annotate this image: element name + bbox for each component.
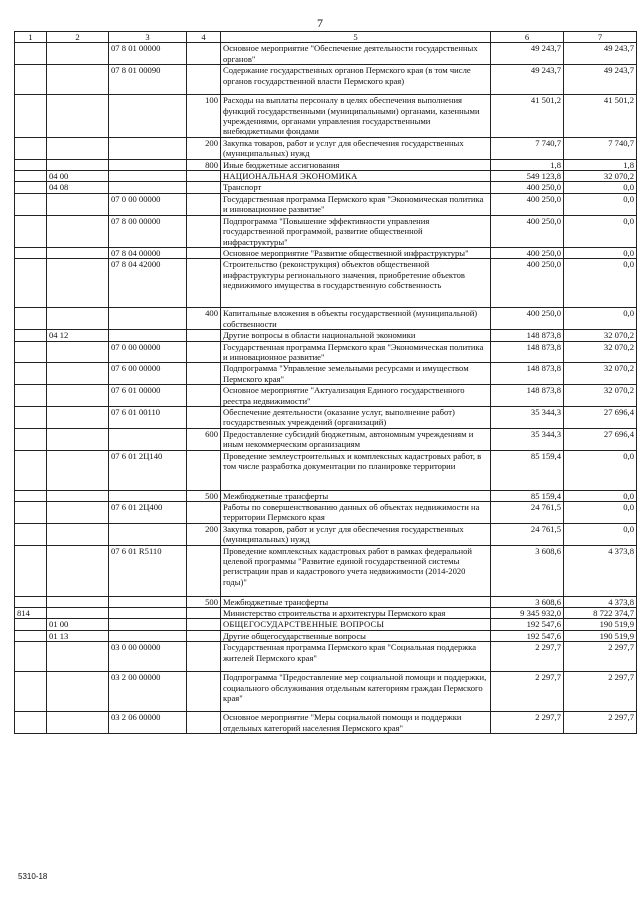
section-code xyxy=(47,65,109,95)
amount-col6: 192 547,6 xyxy=(491,630,564,641)
table-row xyxy=(15,523,637,545)
target-article-code xyxy=(109,182,187,193)
ministry-code xyxy=(15,642,47,672)
ministry-code xyxy=(15,428,47,450)
item-name: НАЦИОНАЛЬНАЯ ЭКОНОМИКА xyxy=(221,171,491,182)
item-name: Межбюджетные трансферты xyxy=(221,596,491,607)
target-article-code xyxy=(109,490,187,501)
item-name: Обеспечение деятельности (оказание услуг, выполнение работ) государственных учреждений (организаций) xyxy=(221,406,491,428)
amount-col6: 400 250,0 xyxy=(491,215,564,247)
item-name: ОБЩЕГОСУДАРСТВЕННЫЕ ВОПРОСЫ xyxy=(221,619,491,630)
target-article-code: 07 0 00 00000 xyxy=(109,193,187,215)
amount-col6: 400 250,0 xyxy=(491,259,564,308)
amount-col7: 4 373,8 xyxy=(564,545,637,596)
table-row xyxy=(15,95,637,138)
budget-table xyxy=(14,31,637,734)
item-name: Проведение землеустроительных и комплексных кадастровых работ, в том числе разработка документации по планировке территории xyxy=(221,450,491,490)
ministry-code xyxy=(15,193,47,215)
ministry-code xyxy=(15,385,47,407)
table-row xyxy=(15,608,637,619)
amount-col7: 0,0 xyxy=(564,215,637,247)
section-code xyxy=(47,502,109,524)
ministry-code xyxy=(15,341,47,363)
target-article-code xyxy=(109,523,187,545)
amount-col7: 0,0 xyxy=(564,247,637,258)
section-code xyxy=(47,247,109,258)
expense-type-code xyxy=(187,619,221,630)
amount-col7: 27 696,4 xyxy=(564,406,637,428)
ministry-code xyxy=(15,545,47,596)
table-row xyxy=(15,330,637,341)
item-name: Основное мероприятие "Обеспечение деятельности государственных органов" xyxy=(221,43,491,65)
item-name: Основное мероприятие "Развитие общественной инфраструктуры" xyxy=(221,247,491,258)
col-header-2: 2 xyxy=(47,32,109,43)
expense-type-code: 500 xyxy=(187,596,221,607)
expense-type-code xyxy=(187,608,221,619)
footer-code: 5310-18 xyxy=(18,872,48,881)
table-row xyxy=(15,712,637,734)
ministry-code xyxy=(15,672,47,712)
item-name: Иные бюджетные ассигнования xyxy=(221,159,491,170)
table-row xyxy=(15,341,637,363)
expense-type-code xyxy=(187,171,221,182)
amount-col7: 41 501,2 xyxy=(564,95,637,138)
amount-col7: 0,0 xyxy=(564,450,637,490)
amount-col6: 9 345 932,0 xyxy=(491,608,564,619)
section-code xyxy=(47,712,109,734)
amount-col6: 148 873,8 xyxy=(491,330,564,341)
amount-col6: 2 297,7 xyxy=(491,672,564,712)
amount-col6: 192 547,6 xyxy=(491,619,564,630)
col-header-4: 4 xyxy=(187,32,221,43)
item-name: Министерство строительства и архитектуры Пермского края xyxy=(221,608,491,619)
expense-type-code xyxy=(187,341,221,363)
table-row xyxy=(15,182,637,193)
expense-type-code xyxy=(187,43,221,65)
ministry-code xyxy=(15,406,47,428)
expense-type-code xyxy=(187,630,221,641)
expense-type-code xyxy=(187,545,221,596)
ministry-code xyxy=(15,259,47,308)
target-article-code: 07 6 01 R5110 xyxy=(109,545,187,596)
table-row xyxy=(15,137,637,159)
amount-col6: 148 873,8 xyxy=(491,363,564,385)
amount-col6: 24 761,5 xyxy=(491,502,564,524)
ministry-code: 814 xyxy=(15,608,47,619)
table-row xyxy=(15,502,637,524)
section-code xyxy=(47,259,109,308)
expense-type-code: 200 xyxy=(187,137,221,159)
amount-col6: 35 344,3 xyxy=(491,428,564,450)
table-row xyxy=(15,193,637,215)
col-header-3: 3 xyxy=(109,32,187,43)
expense-type-code xyxy=(187,259,221,308)
col-header-7: 7 xyxy=(564,32,637,43)
amount-col7: 0,0 xyxy=(564,502,637,524)
ministry-code xyxy=(15,308,47,330)
item-name: Подпрограмма "Предоставление мер социальной помощи и поддержки, социального обслуживания отдельным категориям граждан Пермского края" xyxy=(221,672,491,712)
table-row xyxy=(15,385,637,407)
table-row xyxy=(15,247,637,258)
item-name: Капитальные вложения в объекты государственной (муниципальной) собственности xyxy=(221,308,491,330)
expense-type-code xyxy=(187,65,221,95)
ministry-code xyxy=(15,95,47,138)
item-name: Содержание государственных органов Пермского края (в том числе органов государственной власти Пермского края) xyxy=(221,65,491,95)
amount-col7: 0,0 xyxy=(564,523,637,545)
amount-col6: 85 159,4 xyxy=(491,450,564,490)
amount-col6: 549 123,8 xyxy=(491,171,564,182)
expense-type-code: 800 xyxy=(187,159,221,170)
amount-col7: 190 519,9 xyxy=(564,630,637,641)
amount-col7: 2 297,7 xyxy=(564,712,637,734)
section-code xyxy=(47,341,109,363)
target-article-code: 03 0 00 00000 xyxy=(109,642,187,672)
ministry-code xyxy=(15,43,47,65)
table-row xyxy=(15,619,637,630)
section-code: 04 12 xyxy=(47,330,109,341)
amount-col6: 3 608,6 xyxy=(491,596,564,607)
ministry-code xyxy=(15,247,47,258)
expense-type-code xyxy=(187,363,221,385)
section-code xyxy=(47,385,109,407)
target-article-code xyxy=(109,308,187,330)
amount-col7: 0,0 xyxy=(564,308,637,330)
item-name: Государственная программа Пермского края "Экономическая политика и инновационное развитие" xyxy=(221,193,491,215)
expense-type-code xyxy=(187,642,221,672)
amount-col7: 8 722 374,7 xyxy=(564,608,637,619)
section-code xyxy=(47,215,109,247)
section-code xyxy=(47,672,109,712)
expense-type-code: 100 xyxy=(187,95,221,138)
section-code xyxy=(47,523,109,545)
section-code xyxy=(47,95,109,138)
amount-col7: 32 070,2 xyxy=(564,341,637,363)
table-row xyxy=(15,406,637,428)
amount-col6: 1,8 xyxy=(491,159,564,170)
item-name: Основное мероприятие "Меры социальной помощи и поддержки отдельных категорий населения Пермского края" xyxy=(221,712,491,734)
table-row xyxy=(15,545,637,596)
amount-col7: 2 297,7 xyxy=(564,672,637,712)
item-name: Государственная программа Пермского края "Экономическая политика и инновационное развитие" xyxy=(221,341,491,363)
amount-col7: 32 070,2 xyxy=(564,363,637,385)
section-code xyxy=(47,490,109,501)
target-article-code: 07 6 01 2Ц140 xyxy=(109,450,187,490)
ministry-code xyxy=(15,159,47,170)
amount-col6: 41 501,2 xyxy=(491,95,564,138)
ministry-code xyxy=(15,363,47,385)
item-name: Основное мероприятие "Актуализация Единого государственного реестра недвижимости" xyxy=(221,385,491,407)
ministry-code xyxy=(15,137,47,159)
expense-type-code xyxy=(187,406,221,428)
col-header-5: 5 xyxy=(221,32,491,43)
expense-type-code: 600 xyxy=(187,428,221,450)
ministry-code xyxy=(15,712,47,734)
target-article-code: 07 6 01 2Ц400 xyxy=(109,502,187,524)
item-name: Государственная программа Пермского края "Социальная поддержка жителей Пермского края" xyxy=(221,642,491,672)
target-article-code: 07 8 00 00000 xyxy=(109,215,187,247)
section-code xyxy=(47,193,109,215)
item-name: Предоставление субсидий бюджетным, автономным учреждениям и иным некоммерческим организациям xyxy=(221,428,491,450)
target-article-code: 07 8 04 42000 xyxy=(109,259,187,308)
expense-type-code xyxy=(187,247,221,258)
item-name: Закупка товаров, работ и услуг для обеспечения государственных (муниципальных) нужд xyxy=(221,137,491,159)
item-name: Расходы на выплаты персоналу в целях обеспечения выполнения функций государственными (муниципальными) органами, казенными учреждениями, органами управления государственными внебюджетными фондами xyxy=(221,95,491,138)
amount-col6: 85 159,4 xyxy=(491,490,564,501)
section-code xyxy=(47,137,109,159)
amount-col7: 49 243,7 xyxy=(564,43,637,65)
amount-col7: 190 519,9 xyxy=(564,619,637,630)
item-name: Транспорт xyxy=(221,182,491,193)
target-article-code xyxy=(109,596,187,607)
target-article-code xyxy=(109,619,187,630)
amount-col6: 400 250,0 xyxy=(491,308,564,330)
amount-col6: 2 297,7 xyxy=(491,642,564,672)
target-article-code xyxy=(109,608,187,619)
section-code xyxy=(47,596,109,607)
table-row xyxy=(15,159,637,170)
item-name: Межбюджетные трансферты xyxy=(221,490,491,501)
expense-type-code: 200 xyxy=(187,523,221,545)
section-code xyxy=(47,428,109,450)
table-row xyxy=(15,642,637,672)
target-article-code: 07 0 00 00000 xyxy=(109,341,187,363)
section-code: 04 00 xyxy=(47,171,109,182)
target-article-code: 03 2 06 00000 xyxy=(109,712,187,734)
ministry-code xyxy=(15,450,47,490)
table-row xyxy=(15,43,637,65)
target-article-code: 07 6 01 00110 xyxy=(109,406,187,428)
target-article-code: 07 8 01 00000 xyxy=(109,43,187,65)
section-code xyxy=(47,642,109,672)
header-row xyxy=(15,32,637,43)
section-code xyxy=(47,608,109,619)
section-code: 01 13 xyxy=(47,630,109,641)
section-code xyxy=(47,43,109,65)
table-row xyxy=(15,490,637,501)
target-article-code: 07 8 04 00000 xyxy=(109,247,187,258)
ministry-code xyxy=(15,619,47,630)
section-code xyxy=(47,308,109,330)
amount-col7: 49 243,7 xyxy=(564,65,637,95)
target-article-code xyxy=(109,159,187,170)
target-article-code: 07 6 00 00000 xyxy=(109,363,187,385)
item-name: Проведение комплексных кадастровых работ в рамках федеральной целевой программы "Развитие единой государственной системы регистрации прав и кадастрового учета недвижимости (2014-2020 годы)" xyxy=(221,545,491,596)
col-header-6: 6 xyxy=(491,32,564,43)
section-code xyxy=(47,545,109,596)
target-article-code xyxy=(109,171,187,182)
section-code: 01 00 xyxy=(47,619,109,630)
ministry-code xyxy=(15,523,47,545)
ministry-code xyxy=(15,171,47,182)
amount-col6: 400 250,0 xyxy=(491,182,564,193)
table-row xyxy=(15,363,637,385)
amount-col7: 2 297,7 xyxy=(564,642,637,672)
table-row xyxy=(15,596,637,607)
target-article-code: 07 8 01 00090 xyxy=(109,65,187,95)
table-row xyxy=(15,672,637,712)
amount-col6: 148 873,8 xyxy=(491,341,564,363)
amount-col6: 148 873,8 xyxy=(491,385,564,407)
amount-col7: 0,0 xyxy=(564,259,637,308)
ministry-code xyxy=(15,182,47,193)
ministry-code xyxy=(15,65,47,95)
expense-type-code xyxy=(187,672,221,712)
amount-col7: 32 070,2 xyxy=(564,330,637,341)
item-name: Подпрограмма "Управление земельными ресурсами и имуществом Пермского края" xyxy=(221,363,491,385)
amount-col7: 7 740,7 xyxy=(564,137,637,159)
target-article-code: 03 2 00 00000 xyxy=(109,672,187,712)
section-code: 04 08 xyxy=(47,182,109,193)
target-article-code xyxy=(109,95,187,138)
section-code xyxy=(47,406,109,428)
amount-col7: 0,0 xyxy=(564,182,637,193)
target-article-code xyxy=(109,630,187,641)
expense-type-code xyxy=(187,712,221,734)
amount-col7: 27 696,4 xyxy=(564,428,637,450)
item-name: Другие вопросы в области национальной экономики xyxy=(221,330,491,341)
table-row xyxy=(15,215,637,247)
target-article-code: 07 6 01 00000 xyxy=(109,385,187,407)
amount-col7: 0,0 xyxy=(564,193,637,215)
amount-col6: 400 250,0 xyxy=(491,193,564,215)
table-row xyxy=(15,308,637,330)
amount-col6: 3 608,6 xyxy=(491,545,564,596)
item-name: Закупка товаров, работ и услуг для обеспечения государственных (муниципальных) нужд xyxy=(221,523,491,545)
table-row xyxy=(15,630,637,641)
expense-type-code xyxy=(187,193,221,215)
ministry-code xyxy=(15,502,47,524)
amount-col7: 1,8 xyxy=(564,159,637,170)
expense-type-code xyxy=(187,330,221,341)
table-row xyxy=(15,171,637,182)
amount-col6: 49 243,7 xyxy=(491,65,564,95)
ministry-code xyxy=(15,630,47,641)
table-row xyxy=(15,65,637,95)
expense-type-code xyxy=(187,502,221,524)
section-code xyxy=(47,159,109,170)
section-code xyxy=(47,363,109,385)
ministry-code xyxy=(15,330,47,341)
expense-type-code xyxy=(187,450,221,490)
ministry-code xyxy=(15,596,47,607)
table-row xyxy=(15,428,637,450)
item-name: Работы по совершенствованию данных об объектах недвижимости на территории Пермского края xyxy=(221,502,491,524)
target-article-code xyxy=(109,137,187,159)
col-header-1: 1 xyxy=(15,32,47,43)
expense-type-code xyxy=(187,182,221,193)
table-row xyxy=(15,259,637,308)
amount-col6: 2 297,7 xyxy=(491,712,564,734)
amount-col7: 0,0 xyxy=(564,490,637,501)
item-name: Строительство (реконструкция) объектов общественной инфраструктуры регионального значения, приобретение объектов недвижимого имущества в государственную собственность xyxy=(221,259,491,308)
expense-type-code: 500 xyxy=(187,490,221,501)
item-name: Другие общегосударственные вопросы xyxy=(221,630,491,641)
expense-type-code xyxy=(187,215,221,247)
expense-type-code: 400 xyxy=(187,308,221,330)
amount-col6: 49 243,7 xyxy=(491,43,564,65)
target-article-code xyxy=(109,428,187,450)
ministry-code xyxy=(15,215,47,247)
amount-col6: 7 740,7 xyxy=(491,137,564,159)
page-number: 7 xyxy=(317,16,323,30)
item-name: Подпрограмма "Повышение эффективности управления государственной программой, развитие общественной инфраструктуры" xyxy=(221,215,491,247)
target-article-code xyxy=(109,330,187,341)
amount-col7: 4 373,8 xyxy=(564,596,637,607)
table-row xyxy=(15,450,637,490)
ministry-code xyxy=(15,490,47,501)
amount-col7: 32 070,2 xyxy=(564,385,637,407)
amount-col7: 32 070,2 xyxy=(564,171,637,182)
amount-col6: 400 250,0 xyxy=(491,247,564,258)
amount-col6: 35 344,3 xyxy=(491,406,564,428)
amount-col6: 24 761,5 xyxy=(491,523,564,545)
section-code xyxy=(47,450,109,490)
expense-type-code xyxy=(187,385,221,407)
